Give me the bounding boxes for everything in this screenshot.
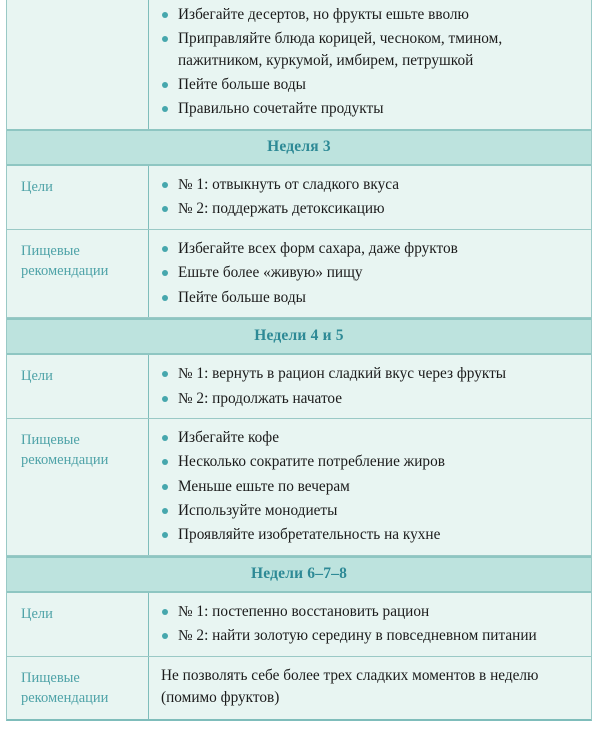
list-item: № 2: поддержать детоксикацию bbox=[161, 198, 581, 220]
row-label-line1: Пищевые bbox=[21, 669, 80, 686]
list-item: № 2: продолжать начатое bbox=[161, 388, 581, 410]
diet-program-table bbox=[6, 0, 592, 721]
row-label-line2: рекомендации bbox=[21, 263, 109, 280]
list-item: Правильно сочетайте продукты bbox=[161, 98, 581, 120]
row-label-cell bbox=[7, 657, 149, 719]
table-row bbox=[7, 230, 591, 318]
row-label: Цели bbox=[21, 605, 53, 622]
row-content-cell bbox=[149, 230, 591, 317]
list-item: Меньше ешьте по вечерам bbox=[161, 476, 581, 498]
row-content-cell bbox=[149, 355, 591, 418]
list-item: № 1: вернуть в рацион сладкий вкус через фрукты bbox=[161, 363, 581, 385]
bullet-list bbox=[161, 238, 581, 308]
bullet-list bbox=[161, 427, 581, 546]
list-item: Пейте больше воды bbox=[161, 74, 581, 96]
list-item: Проявляйте изобретательность на кухне bbox=[161, 524, 581, 546]
row-content-cell bbox=[149, 593, 591, 656]
table-row bbox=[7, 657, 591, 719]
bullet-list bbox=[161, 363, 581, 409]
bullet-list bbox=[161, 174, 581, 220]
list-item: № 1: отвыкнуть от сладкого вкуса bbox=[161, 174, 581, 196]
table-row bbox=[7, 166, 591, 230]
table-row bbox=[7, 355, 591, 419]
bullet-list bbox=[161, 601, 581, 647]
row-label: Цели bbox=[21, 179, 53, 196]
row-content-cell bbox=[149, 657, 591, 719]
row-label-line1: Пищевые bbox=[21, 432, 80, 449]
section-header-week-3: Неделя 3 bbox=[7, 129, 591, 166]
row-label-cell bbox=[7, 230, 149, 317]
list-item: Избегайте десертов, но фрукты ешьте вволю bbox=[161, 4, 581, 26]
section-header-weeks-4-5: Недели 4 и 5 bbox=[7, 318, 591, 355]
row-label-line2: рекомендации bbox=[21, 689, 109, 706]
bullet-list bbox=[161, 4, 581, 120]
row-label-cell bbox=[7, 419, 149, 555]
row-content-cell bbox=[149, 166, 591, 229]
row-content-cell bbox=[149, 0, 591, 129]
list-item: Избегайте всех форм сахара, даже фруктов bbox=[161, 238, 581, 260]
table-row bbox=[7, 419, 591, 556]
table-row bbox=[7, 593, 591, 657]
row-label-cell bbox=[7, 166, 149, 229]
row-content-cell bbox=[149, 419, 591, 555]
list-item: Избегайте кофе bbox=[161, 427, 581, 449]
row-label-line1: Пищевые bbox=[21, 243, 80, 260]
row-label: Цели bbox=[21, 368, 53, 385]
row-label-cell bbox=[7, 0, 149, 129]
row-label-cell bbox=[7, 355, 149, 418]
list-item: Ешьте более «живую» пищу bbox=[161, 262, 581, 284]
list-item: Несколько сократите потребление жиров bbox=[161, 451, 581, 473]
row-label-cell bbox=[7, 593, 149, 656]
list-item: Пейте больше воды bbox=[161, 287, 581, 309]
list-item: Используйте монодиеты bbox=[161, 500, 581, 522]
section-header-weeks-6-7-8: Недели 6–7–8 bbox=[7, 556, 591, 593]
list-item: № 2: найти золотую середину в повседневном питании bbox=[161, 625, 581, 647]
table-row bbox=[7, 0, 591, 129]
paragraph-text: Не позволять себе более трех сладких моментов в неделю (помимо фруктов) bbox=[161, 666, 539, 706]
list-item: № 1: постепенно восстановить рацион bbox=[161, 601, 581, 623]
list-item: Приправляйте блюда корицей, чесноком, тмином, пажитником, куркумой, имбирем, петрушкой bbox=[161, 28, 581, 71]
row-label-line2: рекомендации bbox=[21, 452, 109, 469]
